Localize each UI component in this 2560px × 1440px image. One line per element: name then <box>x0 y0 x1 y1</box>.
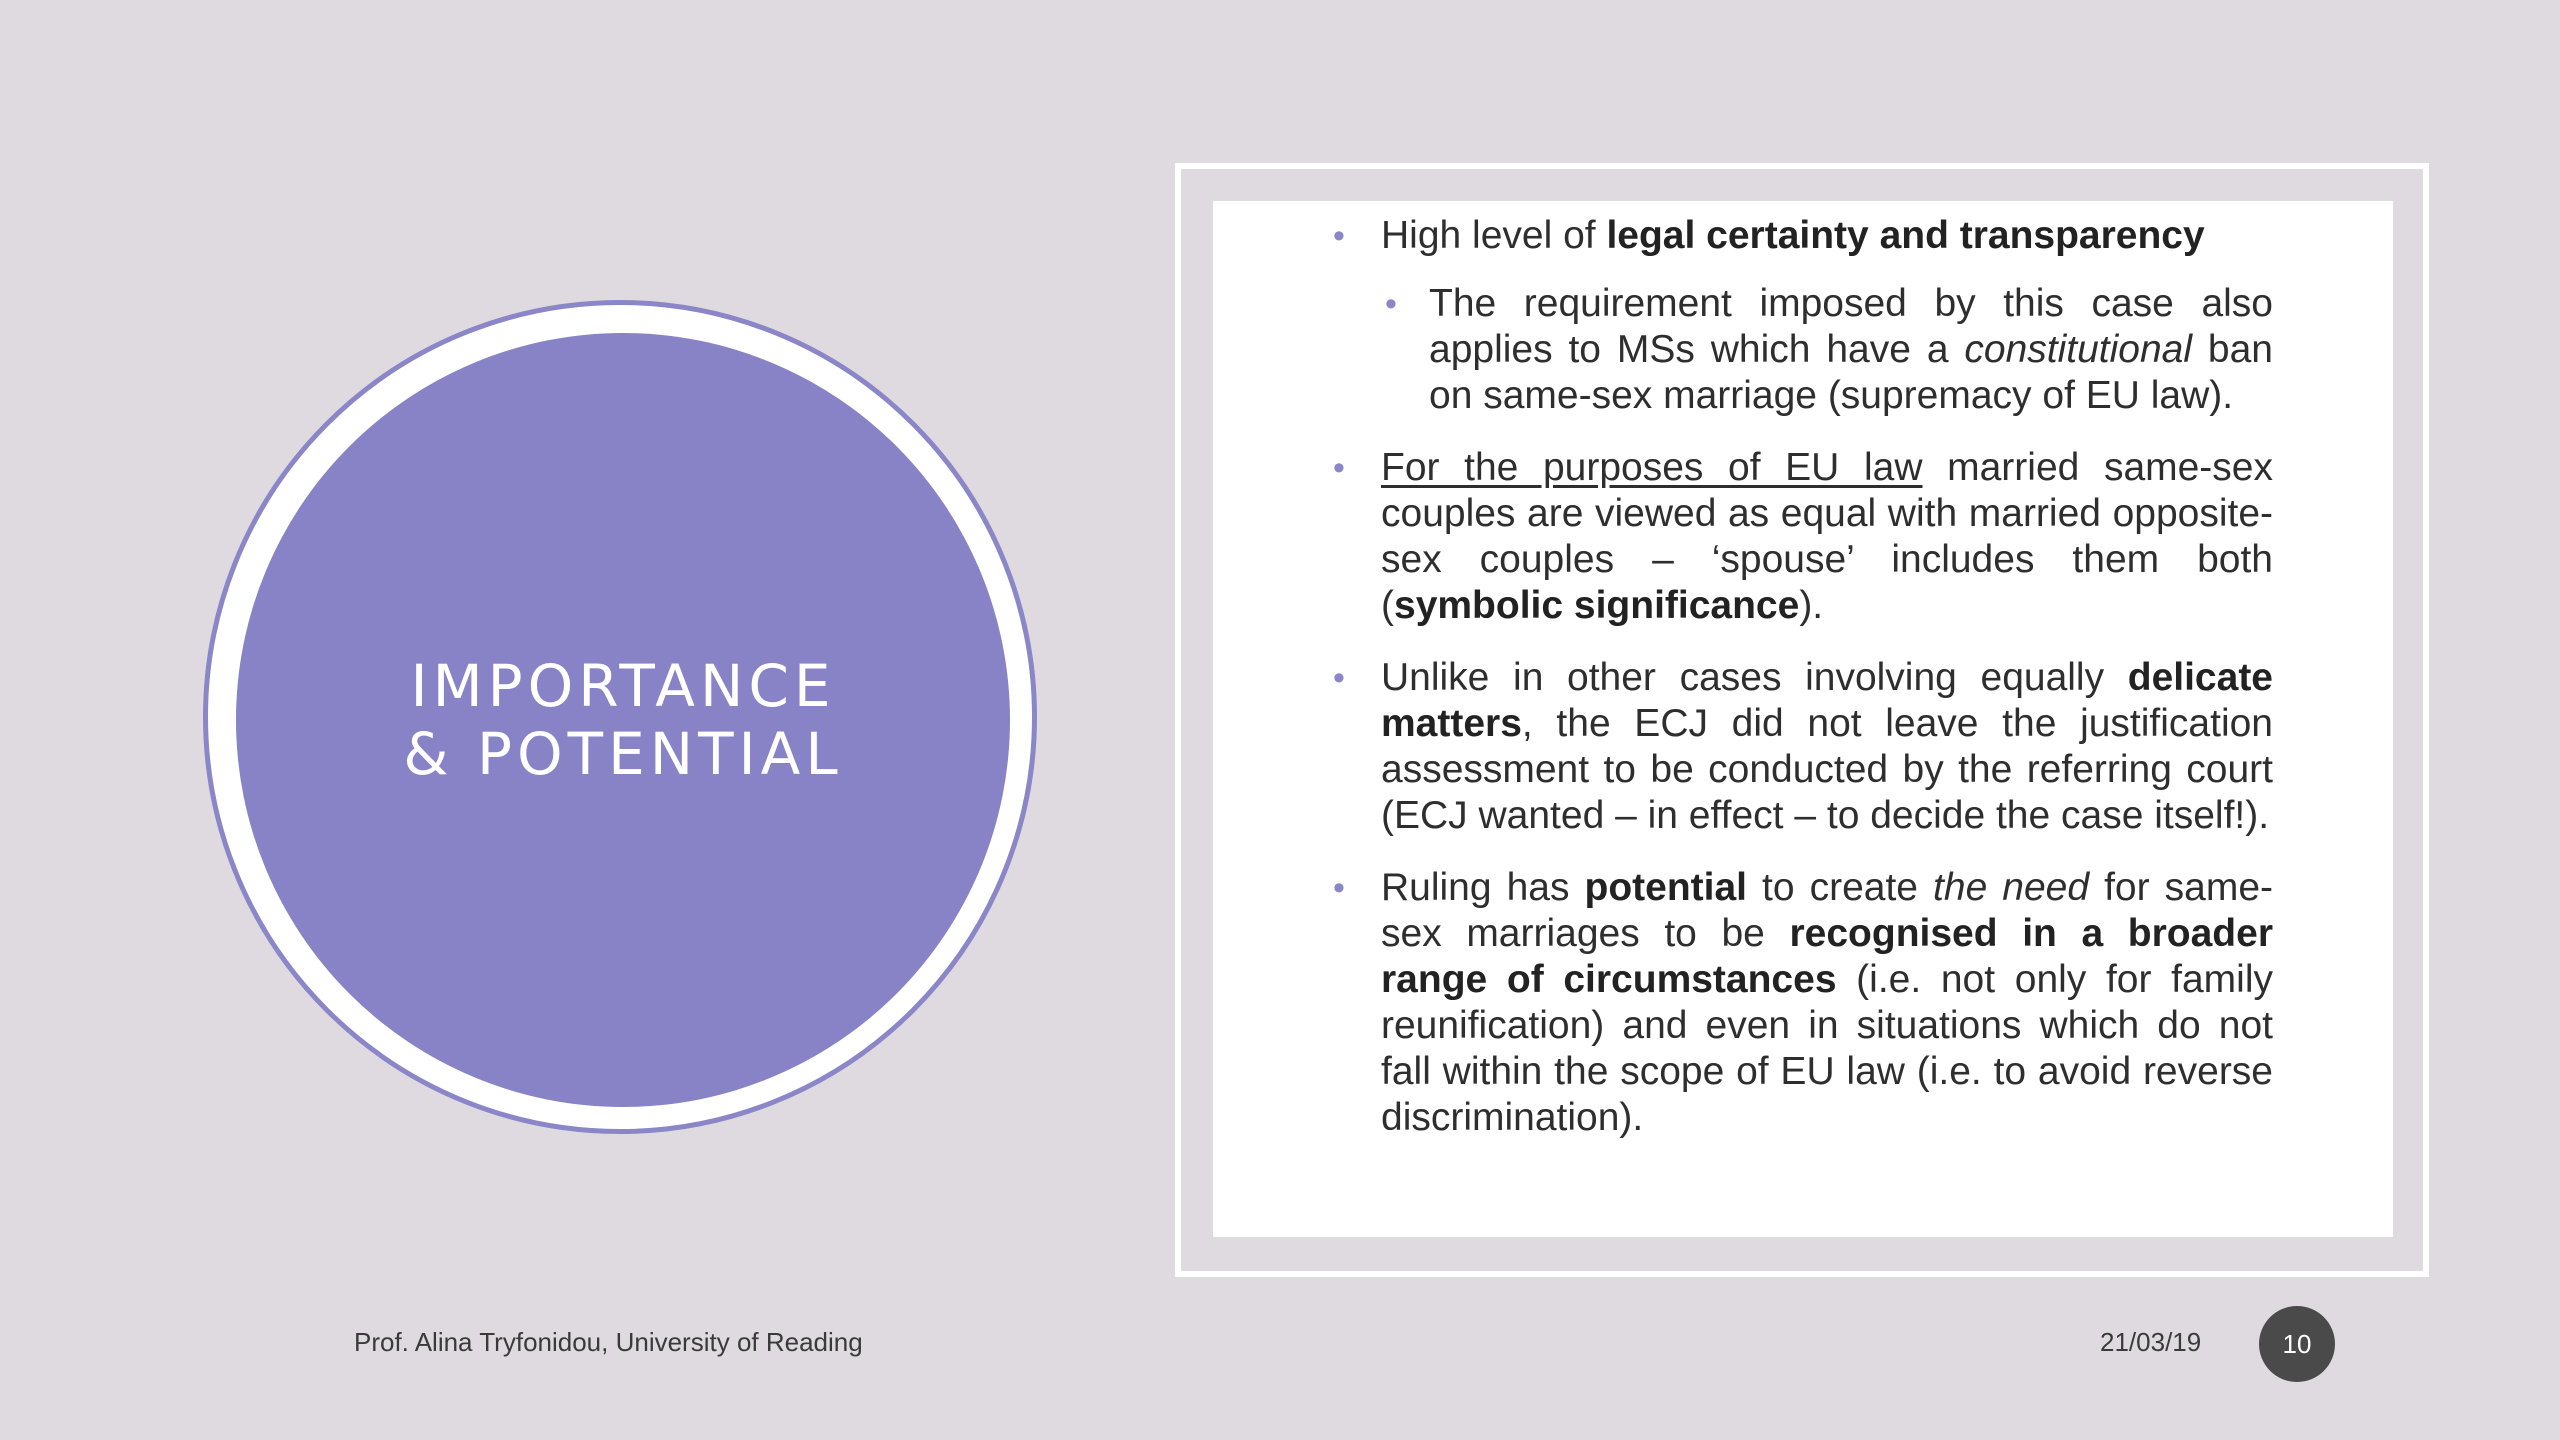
text-run: for same-sex marriages to be <box>1381 866 2273 955</box>
title-circle <box>236 333 1010 1107</box>
slide-title-line-1: IMPORTANCE <box>410 652 836 720</box>
slide-title-line-2: & POTENTIAL <box>403 720 843 788</box>
text-run: High level of <box>1381 214 1607 257</box>
text-run: legal certainty and transparency <box>1606 214 2205 257</box>
text-run: the need <box>1933 866 2090 909</box>
bullet-item <box>1381 655 2273 839</box>
text-run: symbolic significance <box>1394 584 1800 627</box>
text-run: ). <box>1799 584 1824 627</box>
text-run: delicate matters <box>1381 656 2273 745</box>
text-run: (i.e. not only for family reunification) and even in situations which do not fall within the scope of EU law (i.e. to avoid reverse discrimination). <box>1381 958 2273 1139</box>
bullet-list <box>1381 213 2273 1141</box>
text-run: to create <box>1747 866 1934 909</box>
text-run: married same-sex couples are viewed as equal with married opposite-sex couples – ‘spouse’ includes them both ( <box>1381 446 2273 627</box>
text-run: ban on same-sex marriage (supremacy of EU law). <box>1429 328 2273 417</box>
page-number-badge: 10 <box>2259 1306 2335 1382</box>
text-run: Ruling has <box>1381 866 1585 909</box>
sub-bullet-list <box>1381 281 2273 419</box>
footer-date: 21/03/19 <box>2100 1327 2202 1357</box>
text-run: For the purposes of EU law <box>1381 446 1923 489</box>
text-run: , the ECJ did not leave the justification assessment to be conducted by the referring court (ECJ wanted – in effect – to decide the case itself!). <box>1381 702 2273 837</box>
footer-author: Prof. Alina Tryfonidou, University of Reading <box>354 1327 863 1357</box>
text-run: recognised in a broader range of circumstances <box>1381 912 2273 1001</box>
bullet-item <box>1381 445 2273 629</box>
slide-title <box>403 652 842 788</box>
text-run: constitutional <box>1964 328 2193 371</box>
text-run: potential <box>1584 866 1748 909</box>
bullet-item <box>1381 213 2273 419</box>
text-run: The requirement imposed by this case also applies to MSs which have a <box>1429 282 2273 371</box>
content-panel <box>1213 201 2393 1237</box>
sub-bullet-item <box>1429 281 2273 419</box>
bullet-item <box>1381 865 2273 1141</box>
text-run: Unlike in other cases involving equally <box>1381 656 2128 699</box>
